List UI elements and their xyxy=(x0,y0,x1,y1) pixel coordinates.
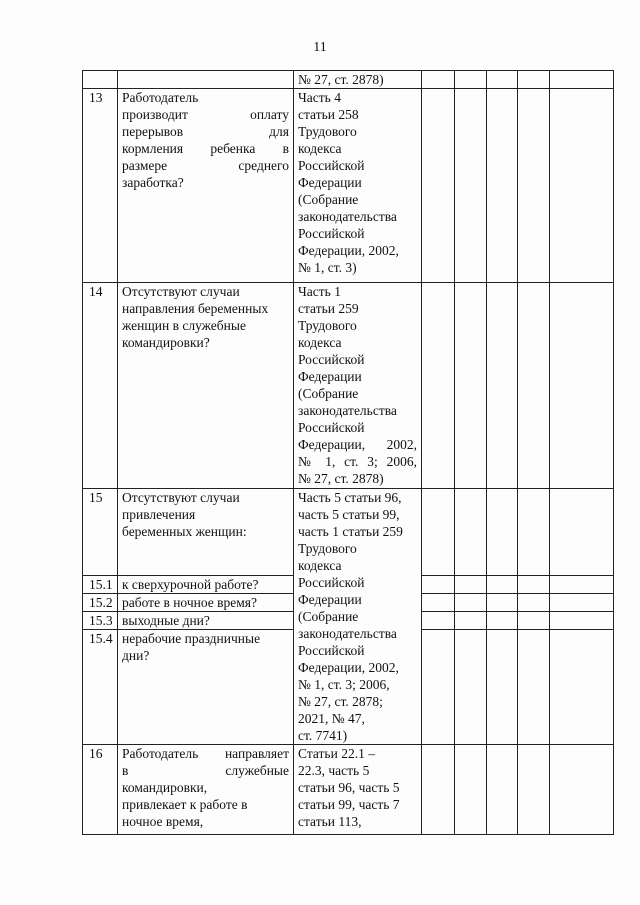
answer-na-cell xyxy=(487,71,518,89)
question-cell xyxy=(118,89,294,283)
basis-line: кодекса xyxy=(298,558,342,573)
basis-line: (Собрание xyxy=(298,386,359,401)
basis-line: Российской xyxy=(298,158,365,173)
basis-line: Статьи 22.1 – xyxy=(298,746,375,761)
answer-no-cell xyxy=(455,593,487,611)
basis-line: статьи 113, xyxy=(298,814,362,829)
basis-line: часть 1 статьи 259 xyxy=(298,524,403,539)
answer-no-cell xyxy=(455,611,487,629)
question-line: выходные дни? xyxy=(122,612,210,628)
question-cell xyxy=(118,71,294,89)
basis-line: статьи 259 xyxy=(298,301,359,316)
basis-line: № 27, ст. 2878) xyxy=(298,471,384,486)
answer-na-cell xyxy=(487,283,518,489)
question-line: перерывов для xyxy=(122,124,289,139)
question-cell xyxy=(118,611,294,629)
basis-line: (Собрание xyxy=(298,192,359,207)
basis-line: 22.3, часть 5 xyxy=(298,763,370,778)
row-number: 15.3 xyxy=(83,611,118,629)
answer-yes-cell xyxy=(422,71,455,89)
answer-na-cell xyxy=(487,611,518,629)
question-line: ночное время, xyxy=(122,814,204,829)
notes-cell xyxy=(550,611,614,629)
table-row xyxy=(83,89,614,283)
question-cell xyxy=(118,489,294,576)
question-line xyxy=(122,762,289,779)
notes-cell xyxy=(550,593,614,611)
basis-line: № 27, ст. 2878) xyxy=(298,72,384,87)
row-number: 16 xyxy=(83,745,118,835)
answer-no-cell xyxy=(455,575,487,593)
question-line: размере среднего xyxy=(122,158,289,173)
answer-extra-cell xyxy=(518,575,550,593)
answer-na-cell xyxy=(487,745,518,835)
basis-line: Федерации xyxy=(298,175,362,190)
checklist-table xyxy=(82,70,614,835)
basis-line: Федерации xyxy=(298,369,362,384)
basis-line: № 1, ст. 3) xyxy=(298,260,357,275)
answer-extra-cell xyxy=(518,630,550,745)
answer-yes-cell xyxy=(422,745,455,835)
question-line: нерабочие праздничные xyxy=(122,631,261,647)
basis-cell xyxy=(294,489,422,745)
answer-yes-cell xyxy=(422,611,455,629)
notes-cell xyxy=(550,89,614,283)
answer-yes-cell xyxy=(422,89,455,283)
answer-no-cell xyxy=(455,89,487,283)
question-line: Работодатель xyxy=(122,90,199,105)
basis-line: кодекса xyxy=(298,335,342,350)
basis-line: Федерации, 2002, xyxy=(298,660,399,675)
basis-line: часть 5 статьи 99, xyxy=(298,507,400,522)
table-row xyxy=(83,71,614,89)
question-line: Отсутствуют случаи xyxy=(122,490,240,505)
row-number: 15 xyxy=(83,489,118,576)
basis-line: кодекса xyxy=(298,141,342,156)
basis-line: законодательства xyxy=(298,626,397,641)
notes-cell xyxy=(550,575,614,593)
basis-cell xyxy=(294,89,422,283)
answer-yes-cell xyxy=(422,593,455,611)
basis-line: Российской xyxy=(298,575,365,590)
basis-cell xyxy=(294,283,422,489)
table-row xyxy=(83,745,614,835)
basis-line: Трудового xyxy=(298,318,357,333)
notes-cell xyxy=(550,630,614,745)
question-line: Отсутствуют случаи xyxy=(122,284,240,299)
basis-line: законодательства xyxy=(298,209,397,224)
basis-line: Российской xyxy=(298,226,365,241)
row-number: 15.4 xyxy=(83,630,118,745)
question-word: в xyxy=(122,763,129,778)
basis-line: № 27, ст. 2878; xyxy=(298,694,383,709)
row-number: 14 xyxy=(83,283,118,489)
notes-cell xyxy=(550,71,614,89)
notes-cell xyxy=(550,745,614,835)
answer-extra-cell xyxy=(518,283,550,489)
question-line: командировки, xyxy=(122,780,208,795)
basis-line: Российской xyxy=(298,352,365,367)
basis-line: статьи 96, часть 5 xyxy=(298,780,400,795)
question-line: работе в ночное время? xyxy=(122,594,257,610)
basis-line: Трудового xyxy=(298,541,357,556)
answer-no-cell xyxy=(455,283,487,489)
question-line: дни? xyxy=(122,648,150,664)
table-row xyxy=(83,283,614,489)
question-cell xyxy=(118,575,294,593)
answer-extra-cell xyxy=(518,71,550,89)
basis-line: (Собрание xyxy=(298,609,359,624)
answer-na-cell xyxy=(487,630,518,745)
basis-cell xyxy=(294,71,422,89)
answer-yes-cell xyxy=(422,283,455,489)
question-line: заработка? xyxy=(122,175,184,190)
question-cell xyxy=(118,745,294,835)
question-line: женщин в служебные xyxy=(122,318,246,333)
row-number xyxy=(83,71,118,89)
row-number: 13 xyxy=(83,89,118,283)
answer-extra-cell xyxy=(518,593,550,611)
question-word: служебные xyxy=(225,763,289,778)
basis-line: Российской xyxy=(298,420,365,435)
basis-line: Федерации, 2002, xyxy=(298,437,417,452)
basis-line: Российской xyxy=(298,643,365,658)
question-line: командировки? xyxy=(122,335,210,350)
question-line: кормления ребенка в xyxy=(122,141,289,156)
basis-line: Часть 5 статьи 96, xyxy=(298,490,402,505)
basis-line: Часть 1 xyxy=(298,284,341,299)
answer-extra-cell xyxy=(518,745,550,835)
page-number: 11 xyxy=(313,40,327,55)
question-line: привлечения xyxy=(122,507,196,522)
basis-line: статьи 258 xyxy=(298,107,359,122)
question-line: привлекает к работе в xyxy=(122,797,248,812)
basis-line: Федерации, 2002, xyxy=(298,243,399,258)
answer-extra-cell xyxy=(518,89,550,283)
answer-na-cell xyxy=(487,89,518,283)
question-cell xyxy=(118,630,294,745)
answer-na-cell xyxy=(487,593,518,611)
basis-line: № 1, ст. 3; 2006, xyxy=(298,677,390,692)
answer-yes-cell xyxy=(422,489,455,576)
table-row xyxy=(83,489,614,576)
answer-na-cell xyxy=(487,575,518,593)
basis-line: Федерации xyxy=(298,592,362,607)
answer-extra-cell xyxy=(518,611,550,629)
question-line: Работодатель направляет xyxy=(122,746,289,761)
basis-line: № 1, ст. 3; 2006, xyxy=(298,454,417,469)
row-number: 15.2 xyxy=(83,593,118,611)
answer-no-cell xyxy=(455,489,487,576)
basis-line: ст. 7741) xyxy=(298,728,348,743)
basis-line: законодательства xyxy=(298,403,397,418)
row-number: 15.1 xyxy=(83,575,118,593)
basis-line: Трудового xyxy=(298,124,357,139)
basis-line: 2021, № 47, xyxy=(298,711,365,726)
basis-line: Часть 4 xyxy=(298,90,341,105)
basis-line: статьи 99, часть 7 xyxy=(298,797,400,812)
answer-yes-cell xyxy=(422,630,455,745)
notes-cell xyxy=(550,489,614,576)
notes-cell xyxy=(550,283,614,489)
basis-cell xyxy=(294,745,422,835)
question-line: беременных женщин: xyxy=(122,524,247,539)
answer-no-cell xyxy=(455,71,487,89)
answer-na-cell xyxy=(487,489,518,576)
answer-extra-cell xyxy=(518,489,550,576)
answer-no-cell xyxy=(455,745,487,835)
answer-yes-cell xyxy=(422,575,455,593)
question-cell xyxy=(118,593,294,611)
question-line: к сверхурочной работе? xyxy=(122,576,259,592)
question-cell xyxy=(118,283,294,489)
answer-no-cell xyxy=(455,630,487,745)
question-line: производит оплату xyxy=(122,107,289,122)
question-line: направления беременных xyxy=(122,301,269,316)
